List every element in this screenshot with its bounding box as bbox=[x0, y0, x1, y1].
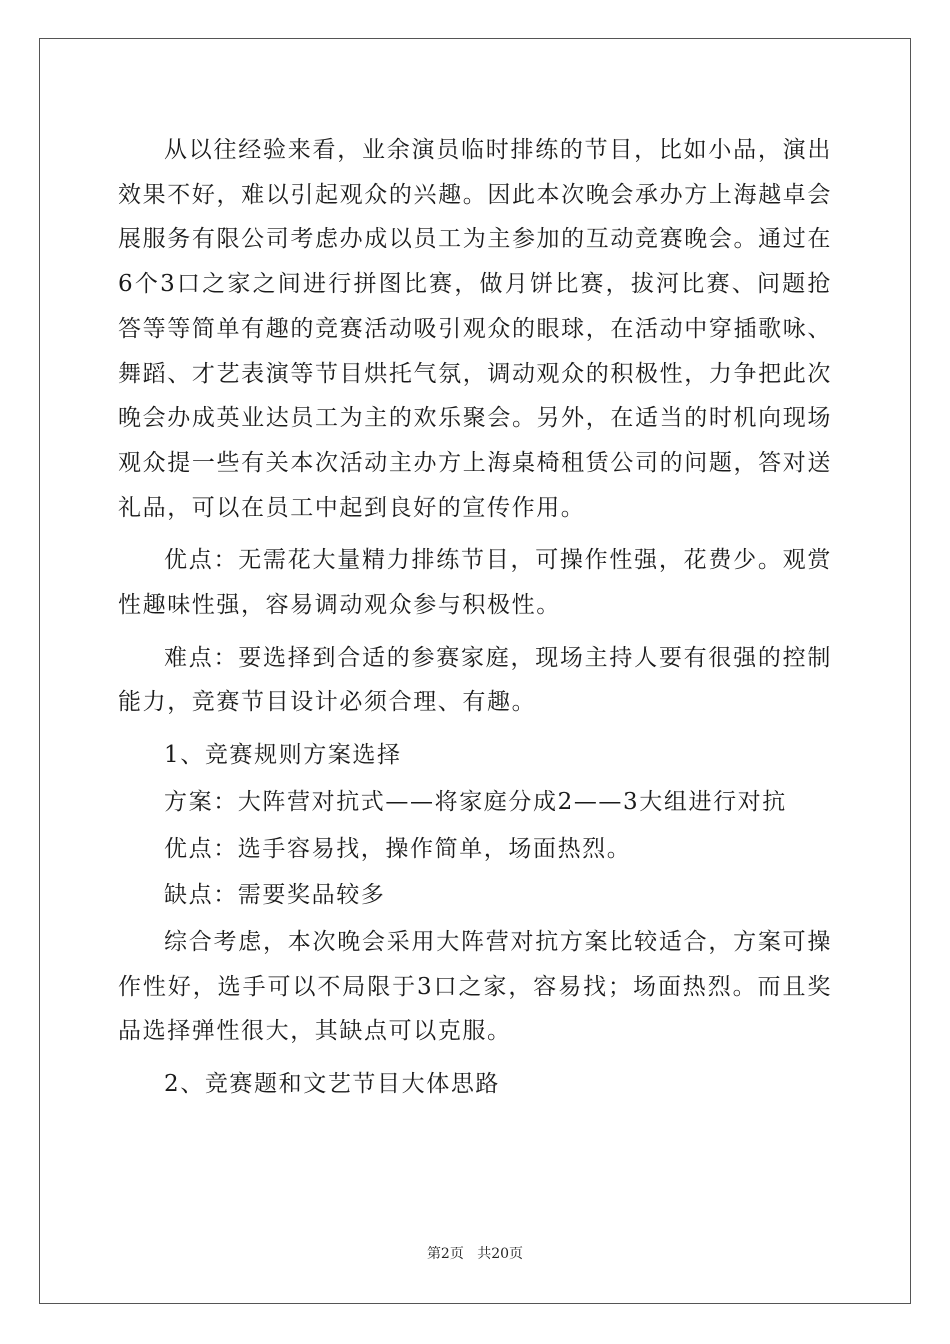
document-body bbox=[118, 128, 832, 1115]
paragraph-conclusion: 综合考虑，本次晚会采用大阵营对抗方案比较适合，方案可操作性好，选手可以不局限于3口之家，容易找；场面热烈。而且奖品选择弹性很大，其缺点可以克服。 bbox=[118, 928, 832, 1045]
paragraph-difficulties: 难点：要选择到合适的参赛家庭，现场主持人要有很强的控制能力，竞赛节目设计必须合理、有趣。 bbox=[118, 644, 832, 716]
page-footer bbox=[0, 1243, 950, 1263]
page-total: 共20页 bbox=[477, 1246, 524, 1262]
paragraph-advantages: 优点：无需花大量精力排练节目，可操作性强，花费少。观赏性趣味性强，容易调动观众参与积极性。 bbox=[118, 547, 832, 619]
section-heading-ideas: 2、竞赛题和文艺节目大体思路 bbox=[164, 1071, 501, 1098]
section-heading-rules: 1、竞赛规则方案选择 bbox=[164, 742, 402, 769]
paragraph-plan: 方案：大阵营对抗式——将家庭分成2——3大组进行对抗 bbox=[164, 788, 787, 815]
paragraph-intro: 从以往经验来看，业余演员临时排练的节目，比如小品，演出效果不好，难以引起观众的兴趣。因此本次晚会承办方上海越卓会展服务有限公司考虑办成以员工为主参加的互动竞赛晚会。通过在6个3口之家之间进行拼图比赛，做月饼比赛，拔河比赛、问题抢答等等简单有趣的竞赛活动吸引观众的眼球，在活动中穿插歌咏、舞蹈、才艺表演等节目烘托气氛，调动观众的积极性，力争把此次晚会办成英业达员工为主的欢乐聚会。另外，在适当的时机向现场观众提一些有关本次活动主办方上海桌椅租赁公司的问题，答对送礼品，可以在员工中起到良好的宣传作用。 bbox=[118, 137, 832, 521]
paragraph-plan-disadvantages: 缺点：需要奖品较多 bbox=[164, 882, 386, 909]
paragraph-plan-advantages: 优点：选手容易找，操作简单，场面热烈。 bbox=[164, 835, 632, 862]
page-number: 第2页 bbox=[426, 1246, 464, 1262]
